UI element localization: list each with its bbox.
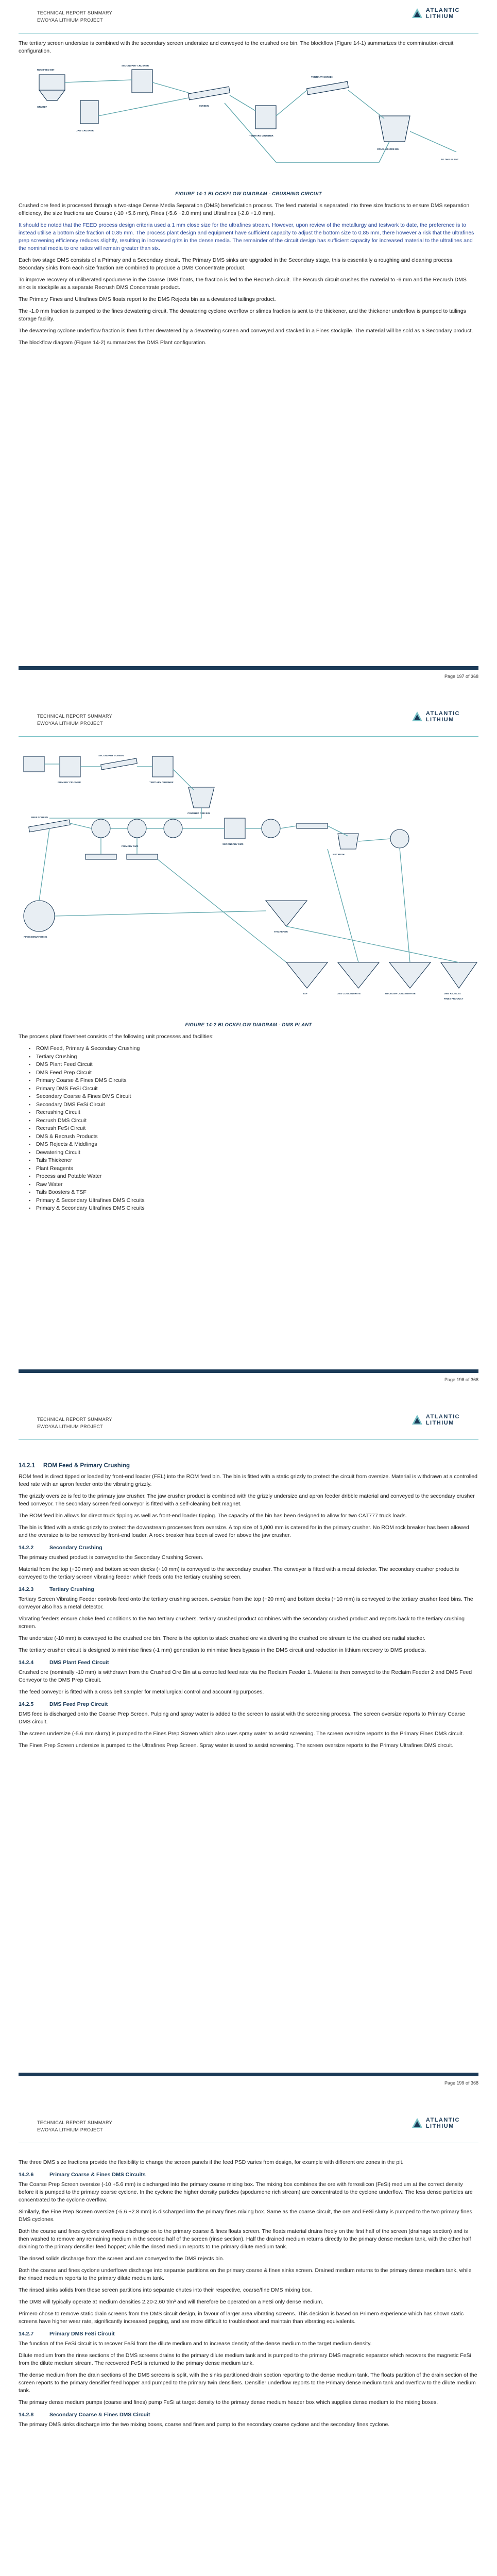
paragraph: The Coarse Prep Screen oversize (-10 +5.6 mm) is discharged into the primary coarse mixing box. The mixing box combines the ore with ferrosilicon (FeSi) medium at the correct density before it is pumped to the primary coarse cyclone. In the cyclone the higher density particles (spodumene rich stream) are concentrated to the cyclone underflow. The less dense particles are concentrated to the cyclone overflow. [19, 2181, 473, 2203]
list-item: ▪ DMS Rejects & Middlings [36, 1141, 478, 1149]
subsection-heading [19, 2331, 478, 2337]
secondary-crusher-shape [132, 70, 152, 93]
paragraph: Each two stage DMS consists of a Primary and a Secondary circuit. The Primary DMS sinks are upgraded in the Secondary stage, this is essentially a roughing and cleaning process. Secondary sinks from each size fraction are combined to produce a DMS Concentrate product. [19, 257, 454, 271]
paragraph: ROM feed is direct tipped or loaded by front-end loader (FEL) into the ROM feed bin. The bin is fitted with a static grizzly to protect the circuit from oversize. Material is withdrawn at a controlled feed rate with an apron feeder onto the vibrating grizzly. [19, 1473, 477, 1487]
paragraph: The dewatering cyclone underflow fraction is then further dewatered by a dewatering screen and conveyed and stacked in a Fines stockpile. The material will be sold as a Secondary product. [19, 328, 473, 334]
label-dms-concentrate: DMS CONCENTRATE [337, 992, 361, 995]
label-thickener: THICKENER [274, 930, 288, 933]
logo-word-2: LITHIUM [425, 1420, 454, 1426]
logo-word-1: ATLANTIC [425, 2117, 460, 2123]
list-item: ▪ ROM Feed, Primary & Secondary Crushing [36, 1045, 478, 1053]
footer-bar [19, 666, 478, 670]
logo-word-1: ATLANTIC [425, 710, 460, 717]
header-report-title: TECHNICAL REPORT SUMMARY [37, 2120, 112, 2125]
header-project-name: EWOYAA LITHIUM PROJECT [37, 721, 103, 726]
subsection-title: Tertiary Crushing [49, 1586, 94, 1592]
list-item: ▪ Recrushing Circuit [36, 1109, 478, 1117]
paragraph: Crushed ore feed is processed through a two-stage Dense Media Separation (DMS) beneficiation process. The feed material is separated into three size fractions to ensure DMS separation efficiency, the size fractions are Coarse (-10 +5.6 mm), Fines (-5.6 +2.8 mm) and Ultrafines (-2.8 +1.0 mm). [19, 202, 470, 216]
subsection-heading [19, 1659, 478, 1666]
paragraph: The primary dense medium pumps (coarse and fines) pump FeSi at target density to the primary dense medium header box which supplies dense medium to the mixing boxes. [19, 2399, 438, 2405]
subsection-number: 14.2.4 [19, 1659, 34, 1666]
subsection-number: 14.2.6 [19, 2172, 34, 2178]
paragraph: To improve recovery of unliberated spodumene in the Coarse DMS floats, the fraction is fed to the Recrush circuit. The Recrush circuit crushes the material to -6 mm and the Recrush DMS sinks is stockpile as a separate Recrush DMS Concentrate product. [19, 277, 467, 291]
paragraph: DMS feed is discharged onto the Coarse Prep Screen. Pulping and spray water is added to the screen to assist with the screening process. The screen oversize reports to Primary Coarse DMS circuit. [19, 1711, 466, 1725]
label-crushed-ore-bin: CRUSHED ORE BIN [187, 812, 210, 815]
paragraph: Crushed ore (nominally -10 mm) is withdrawn from the Crushed Ore Bin at a controlled feed rate via the Reclaim Feeder 1. Material is then conveyed to the Reclaim Feeder 2 and DMS Feed Conveyor to the DMS Prep Circuit. [19, 1669, 472, 1683]
page-number: Page 198 of 368 [444, 1377, 478, 1382]
crushing-circuit-diagram [19, 59, 478, 188]
list-item: ▪ Primary DMS FeSi Circuit [36, 1085, 478, 1093]
atlantic-lithium-logo [412, 7, 460, 20]
figure-14-2-caption: FIGURE 14-2 BLOCKFLOW DIAGRAM - DMS PLANT [185, 1022, 312, 1028]
page-199 [0, 1406, 497, 2110]
logo-mark-icon [412, 8, 423, 19]
subsection-title: DMS Plant Feed Circuit [49, 1659, 109, 1666]
section-number: 14.2.1 [19, 1463, 35, 1469]
paragraph: Dilute medium from the rinse sections of the DMS screens drains to the primary dilute medium tank and is pumped to the primary DMS magnetic separator which recovers the magnetic FeSi from the dilute medium stream. The recovered FeSi is returned to the primary dense medium tank. [19, 2352, 471, 2366]
logo-word-2: LITHIUM [425, 717, 454, 723]
header-report-title: TECHNICAL REPORT SUMMARY [37, 714, 112, 719]
list-item: ▪ Raw Water [36, 1181, 478, 1189]
paragraph: The bin is fitted with a static grizzly to protect the downstream processes from oversize. A top size of 1,000 mm is catered for in the primary crusher. No ROM rock breaker has been allowed and the oversize is to be removed by front-end loader. A rock breaker has been allowed for above the jaw crusher. [19, 1524, 469, 1538]
paragraph: The three DMS size fractions provide the flexibility to change the screen panels if the feed PSD varies from design, for example with different ore zones in the pit. [19, 2159, 404, 2165]
subsection-number: 14.2.2 [19, 1545, 34, 1551]
paragraph: The dense medium from the drain sections of the DMS screens is split, with the sinks partitioned drain section reporting to the dense medium tank. The floats partition of the drain section of the screen reports to the primary densifier feed hopper and pumped to the primary twin densifiers. Densifier underflow reports to the Primary dense medium tank and overflow to the dilute medium tank. [19, 2372, 477, 2394]
list-item: ▪ Primary & Secondary Ultrafines DMS Circuits [36, 1197, 478, 1205]
list-item: ▪ Tails Boosters & TSF [36, 1189, 478, 1197]
paragraph: Primero chose to remove static drain screens from the DMS circuit design, in favour of larger area vibrating screens. This decision is based on Primero experience which has shown static screens have higher wear rate, significantly increased pegging, and are more difficult to troubleshoot and maintain than vibrating equivalents. [19, 2311, 464, 2325]
paragraph: Both the coarse and fines cyclone overflows discharge on to the primary coarse & fines floats screen. The floats material drains freely on the first half of the screen (drainage section) and is then washed to remove any remaining medium in the second half of the screen (rinse section). Half the drained medium returns directly to the primary dense medium tank, with the other half draining to the primary densifier feed hopper; while the rinsed medium reports to the primary dilute medium tank. [19, 2228, 471, 2250]
page-footer [19, 1369, 478, 1387]
list-item: ▪ Secondary Coarse & Fines DMS Circuit [36, 1093, 478, 1101]
label-tertiary-crusher: TERTIARY CRUSHER [149, 781, 174, 784]
label-screen: SCREEN [199, 105, 209, 107]
rom-bin-shape [39, 75, 65, 90]
list-item: ▪ Recrush FeSi Circuit [36, 1125, 478, 1133]
subsection-heading [19, 1701, 478, 1707]
subsection-number: 14.2.8 [19, 2412, 34, 2418]
subsection-number: 14.2.3 [19, 1586, 34, 1592]
list-item: ▪ Process and Potable Water [36, 1173, 478, 1181]
paragraph: The undersize (-10 mm) is conveyed to the crushed ore bin. There is the option to stack crushed ore via diverting the crushed ore stream to the crushed ore radial stacker. [19, 1635, 426, 1641]
subsection-number: 14.2.7 [19, 2331, 34, 2337]
list-intro: The process plant flowsheet consists of the following unit processes and facilities: [19, 1033, 214, 1040]
logo-mark-icon [412, 711, 423, 722]
paragraph: Vibrating feeders ensure choke feed conditions to the two tertiary crushers. tertiary crushed product combines with the secondary crushed product and reports back to the tertiary crushing screen. [19, 1616, 465, 1630]
crushed-ore-bin-shape [379, 116, 410, 142]
footer-bar [19, 1369, 478, 1373]
subsection-title: Primary Coarse & Fines DMS Circuits [49, 2172, 146, 2178]
list-item: ▪ DMS Plant Feed Circuit [36, 1061, 478, 1069]
list-item: ▪ DMS & Recrush Products [36, 1133, 478, 1141]
paragraph: The Primary Fines and Ultrafines DMS floats report to the DMS Rejects bin as a dewatered tailings product. [19, 296, 276, 302]
list-item: ▪ Primary Coarse & Fines DMS Circuits [36, 1077, 478, 1085]
label-jaw-crusher: JAW CRUSHER [76, 129, 94, 132]
logo-word-1: ATLANTIC [425, 1414, 460, 1420]
header-report-title: TECHNICAL REPORT SUMMARY [37, 1417, 112, 1422]
list-item: ▪ Secondary DMS FeSi Circuit [36, 1101, 478, 1109]
label-tsf: TSF [303, 992, 307, 995]
page-header [19, 0, 478, 33]
label-secondary-dms: SECONDARY DMS [222, 843, 244, 845]
page-header [19, 1406, 478, 1439]
label-grizzly: GRIZZLY [37, 106, 47, 108]
atlantic-lithium-logo [412, 1414, 460, 1426]
list-item: ▪ Recrush DMS Circuit [36, 1117, 478, 1125]
paragraph: The function of the FeSi circuit is to recover FeSi from the dilute medium and to increase density of the dense medium to the target medium density. [19, 2341, 372, 2347]
paragraph: Similarly, the Fine Prep Screen oversize (-5.6 +2.8 mm) is discharged into the primary fines mixing box. Same as the coarse circuit, the ore and FeSi slurry is pumped to the two primary fines DMS cyclones. [19, 2209, 472, 2223]
label-to-dms: TO DMS PLANT [441, 158, 459, 161]
label-secondary-screen: SECONDARY SCREEN [98, 754, 124, 757]
header-report-title: TECHNICAL REPORT SUMMARY [37, 10, 112, 15]
paragraph: The screen undersize (-5.6 mm slurry) is pumped to the Fines Prep Screen which also uses spray water to assist screening. The screen oversize reports to the Primary Fines DMS circuit. [19, 1731, 464, 1737]
label-fines-product: FINES PRODUCT [444, 997, 464, 1000]
subsection-heading [19, 2412, 478, 2418]
list-item: ▪ Primary & Secondary Ultrafines DMS Circuits [36, 1205, 478, 1213]
paragraph: The -1.0 mm fraction is pumped to the fines dewatering circuit. The dewatering cyclone overflow or slimes fraction is sent to the thickener, and the thickener underflow is pumped to tailings storage facility. [19, 308, 466, 322]
label-primary-dms: PRIMARY DMS [122, 845, 139, 848]
subsection-title: DMS Feed Prep Circuit [49, 1701, 108, 1707]
label-recrush: RECRUSH [333, 853, 345, 856]
list-item: ▪ Tertiary Crushing [36, 1053, 478, 1061]
unit-process-list [36, 1045, 478, 1213]
page-header [19, 703, 478, 736]
list-item: ▪ DMS Feed Prep Circuit [36, 1069, 478, 1077]
label-recrush-concentrate: RECRUSH CONCENTRATE [385, 992, 416, 995]
paragraph: The feed conveyor is fitted with a cross belt sampler for metallurgical control and accounting purposes. [19, 1689, 264, 1695]
label-rom-bin: ROM FEED BIN [37, 69, 55, 71]
logo-mark-icon [412, 2117, 423, 2129]
label-crushed-ore-bin: CRUSHED ORE BIN [377, 148, 400, 150]
label-secondary-crusher: SECONDARY CRUSHER [122, 64, 149, 67]
paragraph: The rinsed solids discharge from the screen and are conveyed to the DMS rejects bin. [19, 2256, 225, 2262]
jaw-crusher-shape [80, 100, 98, 124]
tertiary-crusher-shape [255, 106, 276, 129]
logo-word-1: ATLANTIC [425, 7, 460, 13]
label-dms-rejects: DMS REJECTS [444, 992, 461, 995]
paragraph: Tertiary Screen Vibrating Feeder controls feed onto the tertiary crushing screen. oversize from the top (+20 mm) and bottom decks (+10 mm) is conveyed to the tertiary crusher feed bins. The conveyor also has a metal detector. [19, 1596, 473, 1610]
atlantic-lithium-logo [412, 710, 460, 723]
header-project-name: EWOYAA LITHIUM PROJECT [37, 2127, 103, 2132]
page-footer [19, 2073, 478, 2090]
paragraph-highlighted: It should be noted that the FEED process design criteria used a 1 mm close size for the ultrafines stream. However, upon review of the metallurgy and testwork to date, the preference is to instead utilise a bottom size fraction of 0.85 mm. The process plant design and equipment have sufficient capacity to adjust the bottom size to 0.85 mm, there however a risk that the ultrafines prep screening efficiency reduces slightly, resulting in increased grits in the dense media. The remainder of the circuit design has sufficient capacity for increased material to the ultrafines and the nominal media to ore ratios will remain greater than six. [19, 222, 474, 251]
paragraph: The primary DMS sinks discharge into the two mixing boxes, coarse and fines and pump to the secondary coarse cyclone and the secondary fines cyclone. [19, 2421, 390, 2428]
page-200 [0, 2110, 497, 2576]
label-fines-dewatering: FINES DEWATERING [24, 936, 47, 938]
paragraph: The grizzly oversize is fed to the primary jaw crusher. The jaw crusher product is combined with the grizzly undersize and apron feeder dribble material and conveyed to the secondary crusher feed conveyor. The secondary screen feed conveyor is fitted with a self-cleaning belt magnet. [19, 1493, 475, 1507]
subsection-title: Primary DMS FeSi Circuit [49, 2331, 115, 2337]
label-prep-screen: PREP SCREEN [31, 816, 48, 819]
page-footer [19, 666, 478, 684]
section-title: ROM Feed & Primary Crushing [43, 1463, 130, 1469]
logo-mark-icon [412, 1414, 423, 1426]
logo-word-2: LITHIUM [425, 13, 454, 20]
paragraph: Material from the top (+30 mm) and bottom screen decks (+10 mm) is conveyed to the secondary crusher. The conveyor is fitted with a metal detector. The secondary crusher product is conveyed to the tertiary screen vibrating feeder which feeds onto the tertiary crushing screen. [19, 1566, 459, 1580]
subsection-heading [19, 1586, 478, 1592]
section-heading [19, 1463, 478, 1469]
label-primary-crusher: PRIMARY CRUSHER [58, 781, 81, 784]
atlantic-lithium-logo [412, 2117, 460, 2129]
subsection-heading [19, 2172, 478, 2178]
page-header [19, 2110, 478, 2143]
paragraph: The blockflow diagram (Figure 14-2) summarizes the DMS Plant configuration. [19, 340, 207, 346]
paragraph: The ROM feed bin allows for direct truck tipping as well as front-end loader tipping. The capacity of the bin has been designed to allow for two CAT777 truck loads. [19, 1513, 407, 1519]
paragraph: The primary crushed product is conveyed to the Secondary Crushing Screen. [19, 1554, 203, 1561]
intro-paragraph: The tertiary screen undersize is combined with the secondary screen undersize and conveyed to the crushed ore bin. The blockflow (Figure 14-1) summarizes the comminution circuit configuration. [19, 40, 454, 54]
list-item: ▪ Dewatering Circuit [36, 1149, 478, 1157]
paragraph: The tertiary crusher circuit is designed to minimise fines (-1 mm) generation to minimise fines bypass in the DMS circuit and reduction in lithium recovery to DMS products. [19, 1647, 426, 1653]
list-item: ▪ Tails Thickener [36, 1157, 478, 1165]
paragraph: Both the coarse and fines cyclone underflows discharge into separate partitions on the primary coarse & fines sinks screen. Drained medium returns to the primary dense medium tank, while the rinsed medium reports to the primary dilute medium tank. [19, 2267, 472, 2281]
logo-word-2: LITHIUM [425, 2123, 454, 2129]
paragraph: The rinsed sinks solids from these screen partitions into separate chutes into their respective, coarse/fine DMS mixing box. [19, 2287, 312, 2293]
dms-plant-diagram [19, 746, 478, 1019]
header-project-name: EWOYAA LITHIUM PROJECT [37, 18, 103, 23]
page-number: Page 197 of 368 [444, 674, 478, 679]
subsection-title: Secondary Crushing [49, 1545, 102, 1551]
page-197 [0, 0, 497, 703]
label-tertiary-crusher: TERTIARY CRUSHER [249, 134, 273, 137]
subsection-title: Secondary Coarse & Fines DMS Circuit [49, 2412, 150, 2418]
footer-bar [19, 2073, 478, 2076]
page-198 [0, 703, 497, 1406]
page-number: Page 199 of 368 [444, 2080, 478, 2086]
paragraph: The Fines Prep Screen undersize is pumped to the Ultrafines Prep Screen. Spray water is used to assist screening. The screen oversize reports to the Primary Ultrafines DMS circuit. [19, 1742, 454, 1749]
list-item: ▪ Plant Reagents [36, 1165, 478, 1173]
paragraph: The DMS will typically operate at medium densities 2.20-2.60 t/m³ and will therefore be operated on a FeSi only dense medium. [19, 2299, 323, 2305]
header-project-name: EWOYAA LITHIUM PROJECT [37, 1424, 103, 1429]
figure-14-1-caption: FIGURE 14-1 BLOCKFLOW DIAGRAM - CRUSHING CIRCUIT [175, 191, 322, 197]
subsection-number: 14.2.5 [19, 1701, 34, 1707]
subsection-heading [19, 1545, 478, 1551]
label-tertiary-screen: TERTIARY SCREEN [311, 76, 334, 78]
